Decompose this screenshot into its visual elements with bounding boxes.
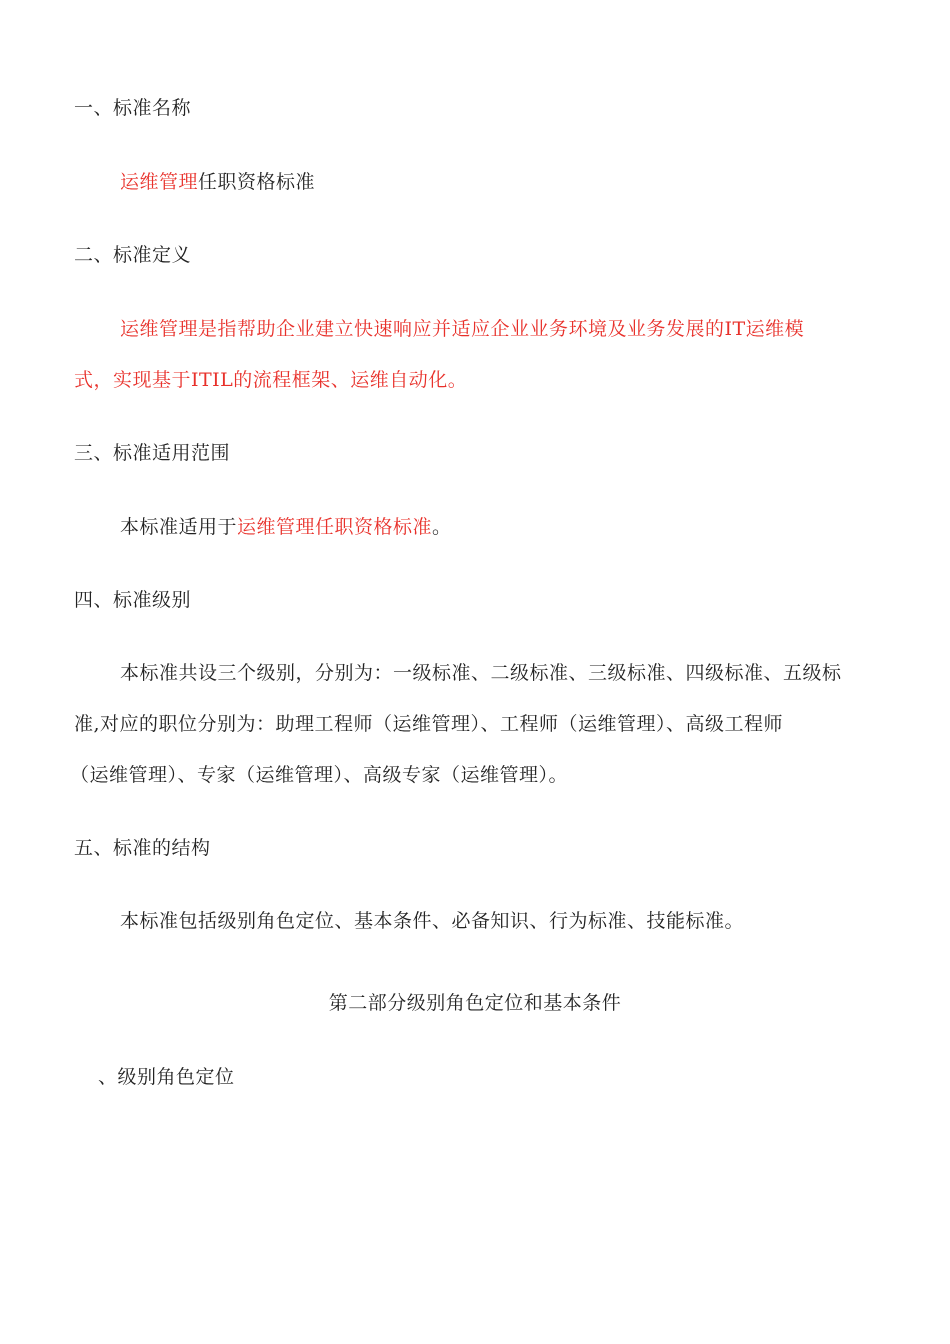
section-1-heading: 一、标准名称 (74, 97, 192, 119)
levels-line-3: （运维管理）、专家（运维管理）、高级专家（运维管理）。 (70, 764, 569, 786)
definition-line-2: 式，实现基于ITIL的流程框架、运维自动化。 (74, 369, 468, 391)
standard-name-rest: 任职资格标准 (198, 171, 316, 193)
scope-prefix: 本标准适用于 (120, 516, 238, 538)
levels-line-1: 本标准共设三个级别，分别为：一级标准、二级标准、三级标准、四级标准、五级标 (120, 662, 842, 684)
section-5-heading: 五、标准的结构 (74, 837, 211, 859)
definition-line-1: 运维管理是指帮助企业建立快速响应并适应企业业务环境及业务发展的IT运维模 (120, 318, 805, 340)
scope-text (120, 514, 452, 540)
section-4-heading: 四、标准级别 (74, 589, 192, 611)
structure-text: 本标准包括级别角色定位、基本条件、必备知识、行为标准、技能标准。 (120, 910, 745, 932)
scope-highlight: 运维管理任职资格标准 (237, 516, 433, 538)
role-positioning-heading: 、级别角色定位 (98, 1066, 235, 1088)
levels-line-2: 准,对应的职位分别为：助理工程师（运维管理）、工程师（运维管理）、高级工程师 (74, 713, 784, 735)
part-2-title: 第二部分级别角色定位和基本条件 (328, 992, 622, 1014)
standard-name-highlight: 运维管理 (120, 171, 199, 193)
standard-name (120, 169, 315, 195)
section-3-heading: 三、标准适用范围 (74, 442, 231, 464)
scope-suffix: 。 (432, 516, 452, 538)
section-2-heading: 二、标准定义 (74, 244, 192, 266)
